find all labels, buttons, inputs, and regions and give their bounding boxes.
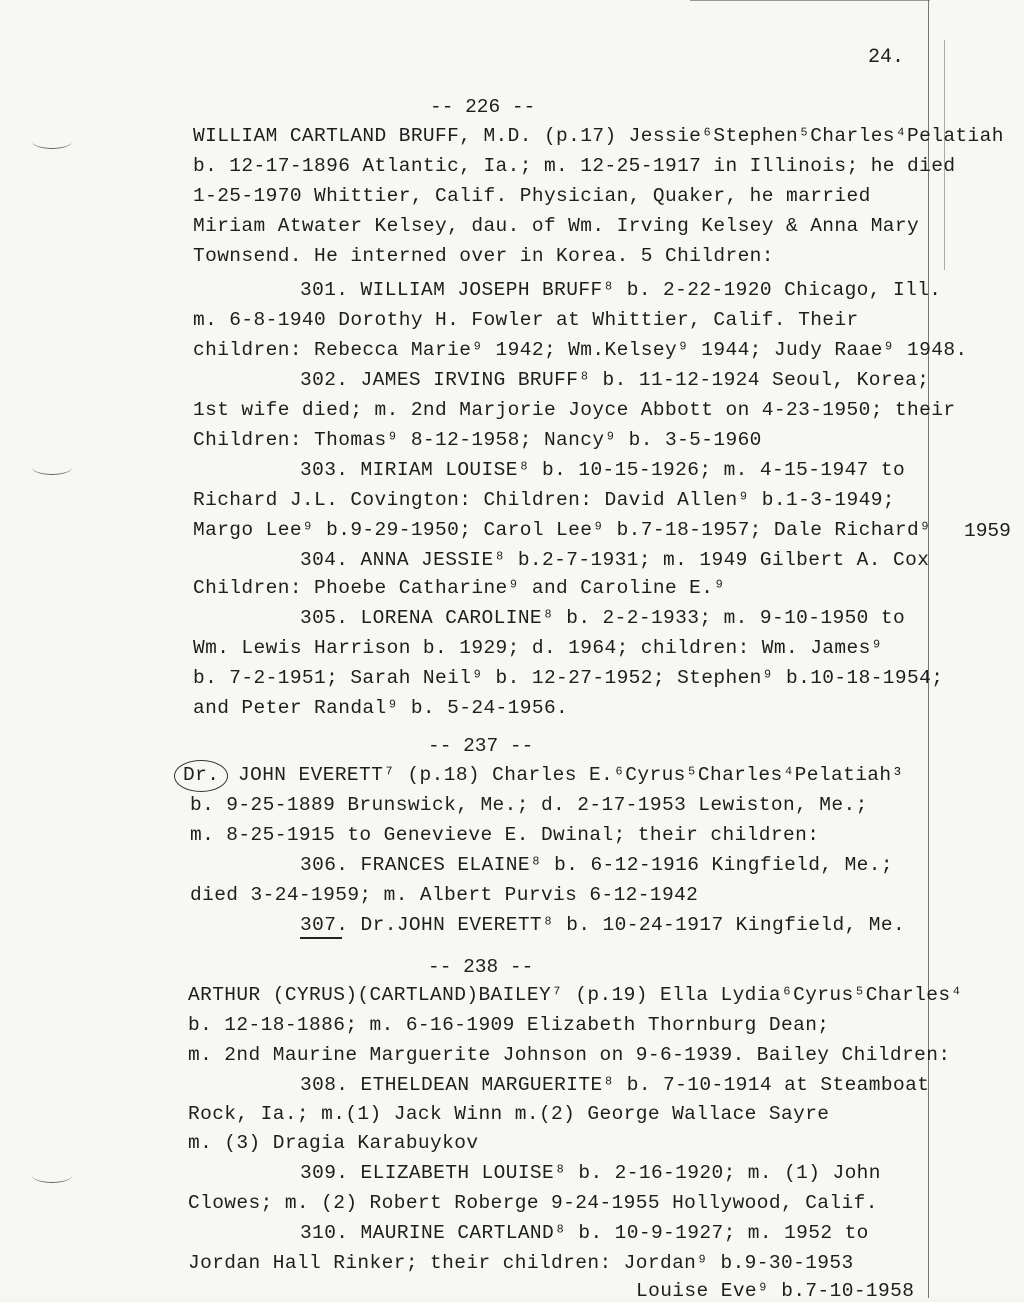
entry-line: children: Rebecca Marie⁹ 1942; Wm.Kelsey⁹ 1944; Judy Raae⁹ 1948. xyxy=(193,339,968,361)
entry-line: b. 9-25-1889 Brunswick, Me.; d. 2-17-1953 Lewiston, Me.; xyxy=(190,794,868,816)
child-entry: 308. ETHELDEAN MARGUERITE⁸ b. 7-10-1914 at Steamboat xyxy=(300,1074,930,1096)
child-entry: 310. MAURINE CARTLAND⁸ b. 10-9-1927; m. 1952 to xyxy=(300,1222,869,1244)
entry-line: Jordan Hall Rinker; their children: Jordan⁹ b.9-30-1953 xyxy=(188,1252,854,1274)
top-rule xyxy=(690,0,930,1)
entry-line-cut-off: Louise Eve⁹ b.7-10-1958 xyxy=(636,1280,915,1302)
entry-line: Miriam Atwater Kelsey, dau. of Wm. Irving Kelsey & Anna Mary xyxy=(193,215,920,237)
section-heading: -- 238 -- xyxy=(428,956,534,978)
binder-hole-mark xyxy=(32,460,72,475)
child-entry: 307. Dr.JOHN EVERETT⁸ b. 10-24-1917 Kingfield, Me. xyxy=(300,914,906,936)
entry-line: Townsend. He interned over in Korea. 5 Children: xyxy=(193,245,774,267)
underline-mark xyxy=(300,937,342,939)
child-entry: 304. ANNA JESSIE⁸ b.2-7-1931; m. 1949 Gilbert A. Cox xyxy=(300,549,930,571)
entry-line: b. 12-17-1896 Atlantic, Ia.; m. 12-25-1917 in Illinois; he died xyxy=(193,155,956,177)
section-heading: -- 237 -- xyxy=(428,735,534,757)
entry-line: died 3-24-1959; m. Albert Purvis 6-12-1942 xyxy=(190,884,699,906)
entry-line: m. 8-25-1915 to Genevieve E. Dwinal; their children: xyxy=(190,824,820,846)
binder-hole-mark xyxy=(32,134,72,149)
child-entry: 302. JAMES IRVING BRUFF⁸ b. 11-12-1924 Seoul, Korea; xyxy=(300,369,930,391)
entry-line: Richard J.L. Covington: Children: David Allen⁹ b.1-3-1949; xyxy=(193,489,895,511)
entry-line: m. (3) Dragia Karabuykov xyxy=(188,1132,479,1154)
entry-line: b. 12-18-1886; m. 6-16-1909 Elizabeth Thornburg Dean; xyxy=(188,1014,830,1036)
title-prefix: Dr. xyxy=(183,764,220,786)
margin-note: 1959 xyxy=(964,520,1011,542)
entry-line: 1-25-1970 Whittier, Calif. Physician, Quaker, he married xyxy=(193,185,871,207)
entry-line: b. 7-2-1951; Sarah Neil⁹ b. 12-27-1952; Stephen⁹ b.10-18-1954; xyxy=(193,667,944,689)
entry-line: Clowes; m. (2) Robert Roberge 9-24-1955 Hollywood, Calif. xyxy=(188,1192,878,1214)
margin-rule xyxy=(928,0,929,1298)
child-entry: 301. WILLIAM JOSEPH BRUFF⁸ b. 2-22-1920 Chicago, Ill. xyxy=(300,279,942,301)
entry-line: m. 6-8-1940 Dorothy H. Fowler at Whittier, Calif. Their xyxy=(193,309,859,331)
entry-line: Children: Phoebe Catharine⁹ and Caroline E.⁹ xyxy=(193,577,726,599)
entry-line: m. 2nd Maurine Marguerite Johnson on 9-6-1939. Bailey Children: xyxy=(188,1044,951,1066)
child-entry: 306. FRANCES ELAINE⁸ b. 6-12-1916 Kingfield, Me.; xyxy=(300,854,893,876)
entry-line: WILLIAM CARTLAND BRUFF, M.D. (p.17) Jessie⁶Stephen⁵Charles⁴Pelatiah xyxy=(193,125,1004,147)
entry-line: 1st wife died; m. 2nd Marjorie Joyce Abbott on 4-23-1950; their xyxy=(193,399,956,421)
entry-line: Rock, Ia.; m.(1) Jack Winn m.(2) George Wallace Sayre xyxy=(188,1103,830,1125)
entry-line: JOHN EVERETT⁷ (p.18) Charles E.⁶Cyrus⁵Charles⁴Pelatiah³ xyxy=(238,764,904,786)
entry-line: ARTHUR (CYRUS)(CARTLAND)BAILEY⁷ (p.19) Ella Lydia⁶Cyrus⁵Charles⁴ xyxy=(188,984,963,1006)
entry-line: Margo Lee⁹ b.9-29-1950; Carol Lee⁹ b.7-18-1957; Dale Richard⁹ xyxy=(193,519,932,541)
page-number: 24. xyxy=(868,46,905,69)
child-entry: 303. MIRIAM LOUISE⁸ b. 10-15-1926; m. 4-15-1947 to xyxy=(300,459,906,481)
entry-line: Children: Thomas⁹ 8-12-1958; Nancy⁹ b. 3-5-1960 xyxy=(193,429,762,451)
binder-hole-mark xyxy=(32,1168,72,1183)
child-entry: 309. ELIZABETH LOUISE⁸ b. 2-16-1920; m. (1) John xyxy=(300,1162,881,1184)
entry-line: Wm. Lewis Harrison b. 1929; d. 1964; children: Wm. James⁹ xyxy=(193,637,883,659)
entry-line: and Peter Randal⁹ b. 5-24-1956. xyxy=(193,697,569,719)
section-heading: -- 226 -- xyxy=(430,96,536,118)
child-entry: 305. LORENA CAROLINE⁸ b. 2-2-1933; m. 9-10-1950 to xyxy=(300,607,906,629)
